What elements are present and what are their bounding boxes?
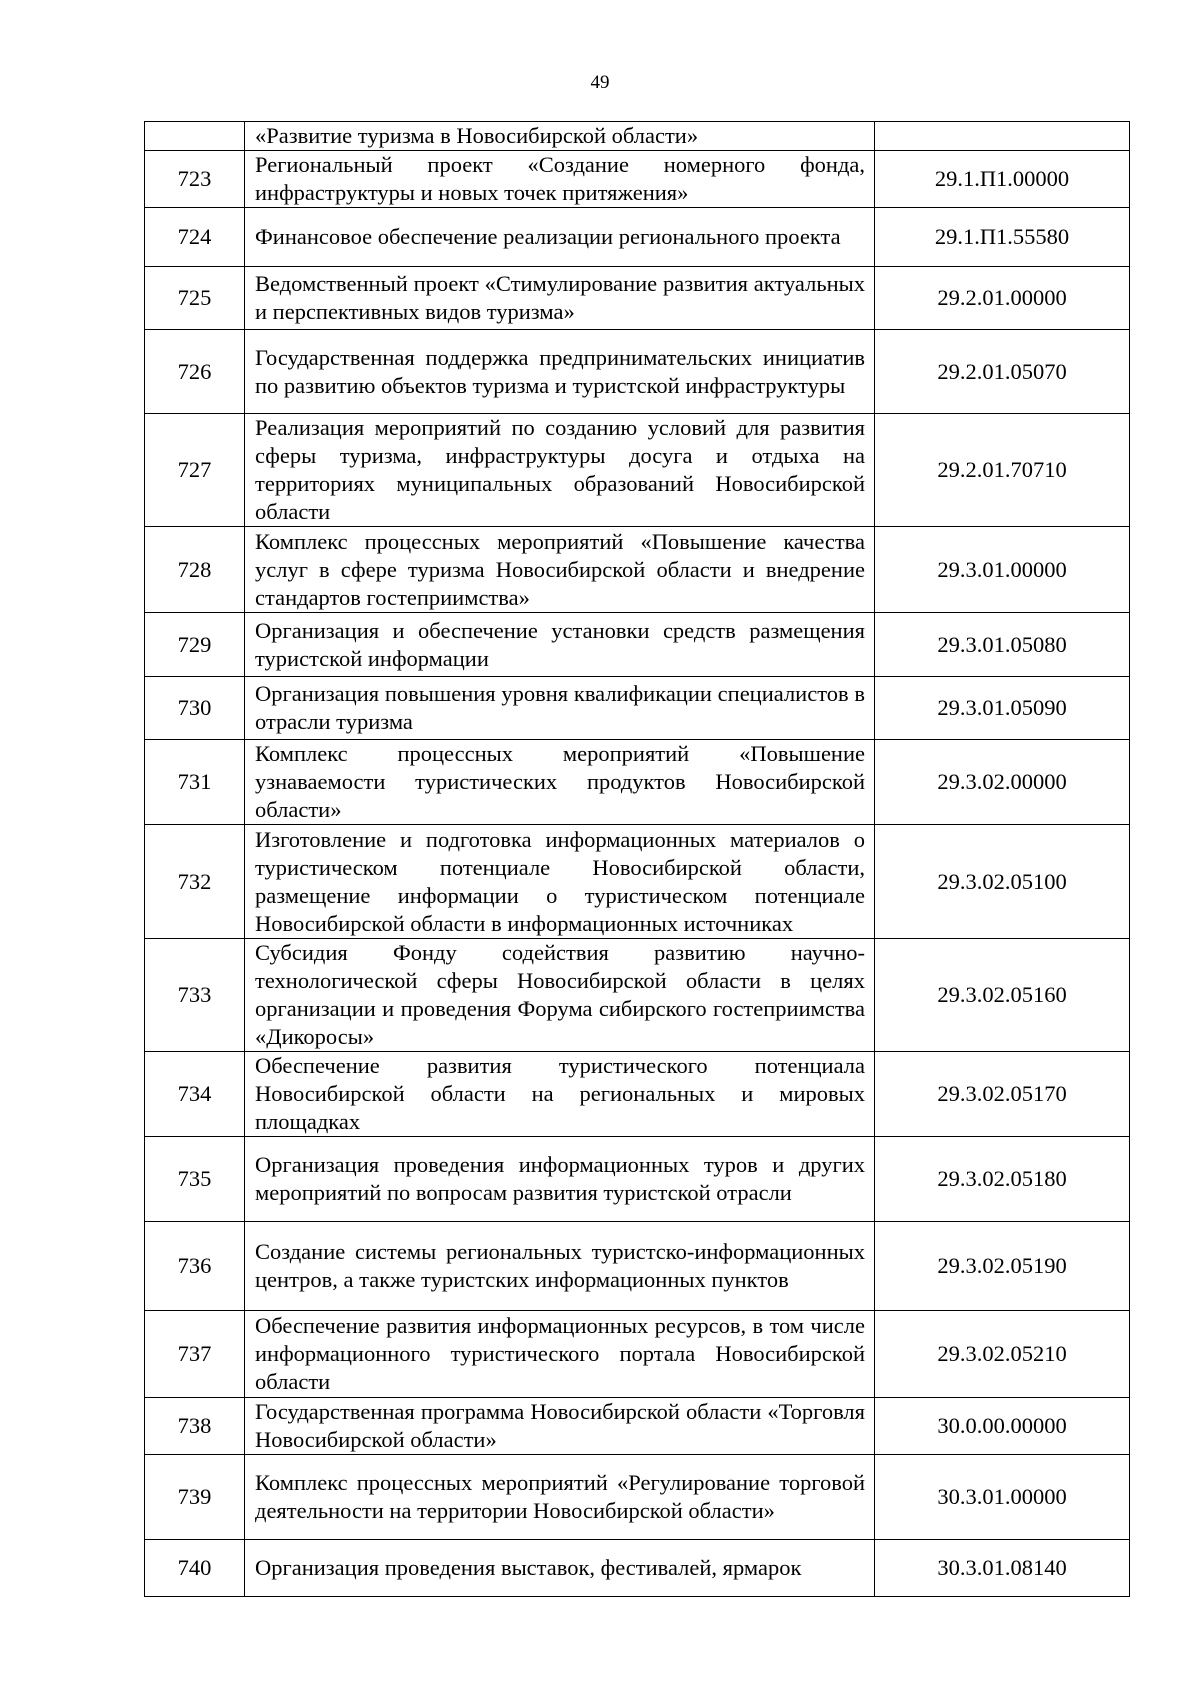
row-name: Государственная поддержка предпринимательских инициатив по развитию объектов туризма и туристской инфраструктуры [245,330,875,414]
table-row [145,151,1130,208]
row-name: Обеспечение развития информационных ресурсов, в том числе информационного туристического портала Новосибирской области [245,1311,875,1398]
row-name: Организация повышения уровня квалификации специалистов в отрасли туризма [245,677,875,740]
row-name: Организация и обеспечение установки средств размещения туристской информации [245,613,875,677]
row-number: 725 [145,267,245,330]
row-code: 29.3.02.00000 [875,740,1130,825]
row-code: 29.1.П1.00000 [875,151,1130,208]
row-name: Субсидия Фонду содействия развитию научно-технологической сферы Новосибирской области в целях организации и проведения Форума сибирского гостеприимства «Дикоросы» [245,939,875,1052]
row-code: 29.2.01.00000 [875,267,1130,330]
row-number: 738 [145,1398,245,1455]
row-name: Финансовое обеспечение реализации регионального проекта [245,208,875,267]
table-row [145,1222,1130,1311]
row-number: 731 [145,740,245,825]
row-code: 30.0.00.00000 [875,1398,1130,1455]
row-number: 727 [145,414,245,527]
row-number: 732 [145,825,245,939]
row-number: 735 [145,1137,245,1222]
row-code: 30.3.01.00000 [875,1455,1130,1540]
table-row [145,208,1130,267]
table-row [145,527,1130,613]
row-code: 30.3.01.08140 [875,1540,1130,1597]
row-name: Комплекс процессных мероприятий «Повышение качества услуг в сфере туризма Новосибирской области и внедрение стандартов гостеприимства» [245,527,875,613]
table-row [145,414,1130,527]
row-code: 29.2.01.05070 [875,330,1130,414]
row-name: Государственная программа Новосибирской области «Торговля Новосибирской области» [245,1398,875,1455]
row-number: 723 [145,151,245,208]
row-name: Реализация мероприятий по созданию условий для развития сферы туризма, инфраструктуры досуга и отдыха на территориях муниципальных образований Новосибирской области [245,414,875,527]
table-row [145,1311,1130,1398]
row-name: Организация проведения выставок, фестивалей, ярмарок [245,1540,875,1597]
table-row [145,1455,1130,1540]
table-row [145,939,1130,1052]
row-number [145,122,245,151]
row-code: 29.3.02.05180 [875,1137,1130,1222]
row-name: Комплекс процессных мероприятий «Повышение узнаваемости туристических продуктов Новосибирской области» [245,740,875,825]
row-code: 29.3.02.05170 [875,1052,1130,1137]
table-row [145,613,1130,677]
row-number: 730 [145,677,245,740]
row-number: 734 [145,1052,245,1137]
table-row [145,1052,1130,1137]
table-row [145,1137,1130,1222]
table-row [145,1540,1130,1597]
table-row [145,825,1130,939]
classification-table [144,121,1130,1597]
row-name: Ведомственный проект «Стимулирование развития актуальных и перспективных видов туризма» [245,267,875,330]
row-code: 29.3.01.00000 [875,527,1130,613]
row-number: 739 [145,1455,245,1540]
row-name: Изготовление и подготовка информационных материалов о туристическом потенциале Новосибирской области, размещение информации о туристическом потенциале Новосибирской области в информационных источниках [245,825,875,939]
row-number: 736 [145,1222,245,1311]
row-name: Создание системы региональных туристско-информационных центров, а также туристских информационных пунктов [245,1222,875,1311]
row-code: 29.3.02.05210 [875,1311,1130,1398]
table-row [145,122,1130,151]
row-number: 724 [145,208,245,267]
row-number: 729 [145,613,245,677]
row-code: 29.3.02.05190 [875,1222,1130,1311]
row-name: «Развитие туризма в Новосибирской области» [245,122,875,151]
row-code: 29.1.П1.55580 [875,208,1130,267]
table-row [145,267,1130,330]
row-code: 29.3.02.05160 [875,939,1130,1052]
row-code: 29.3.01.05090 [875,677,1130,740]
row-number: 737 [145,1311,245,1398]
row-code: 29.3.01.05080 [875,613,1130,677]
row-code [875,122,1130,151]
row-number: 733 [145,939,245,1052]
row-code: 29.3.02.05100 [875,825,1130,939]
table-row [145,330,1130,414]
row-name: Комплекс процессных мероприятий «Регулирование торговой деятельности на территории Новосибирской области» [245,1455,875,1540]
row-name: Организация проведения информационных туров и других мероприятий по вопросам развития туристской отрасли [245,1137,875,1222]
page-number: 49 [590,72,610,93]
row-name: Обеспечение развития туристического потенциала Новосибирской области на региональных и мировых площадках [245,1052,875,1137]
table-row [145,740,1130,825]
row-number: 726 [145,330,245,414]
row-number: 740 [145,1540,245,1597]
row-name: Региональный проект «Создание номерного фонда, инфраструктуры и новых точек притяжения» [245,151,875,208]
table-row [145,1398,1130,1455]
row-number: 728 [145,527,245,613]
table-row [145,677,1130,740]
row-code: 29.2.01.70710 [875,414,1130,527]
